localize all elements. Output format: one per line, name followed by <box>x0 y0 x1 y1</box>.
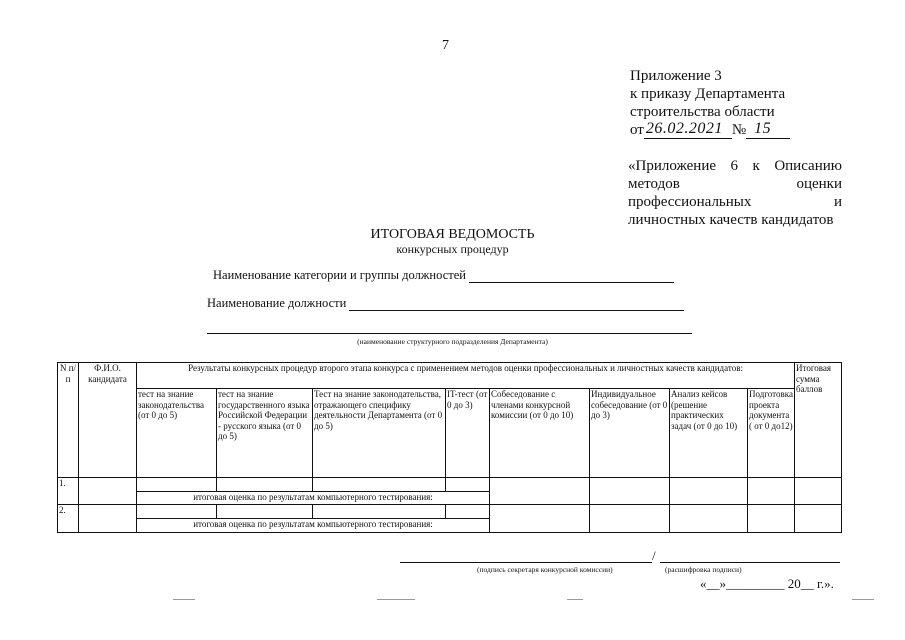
page-number: 7 <box>442 38 449 53</box>
score-cell[interactable] <box>490 505 590 533</box>
category-field <box>213 268 674 283</box>
from-prefix: от <box>630 122 644 138</box>
row-summary: итоговая оценка по результатам компьютерного тестирования: <box>137 492 490 505</box>
score-cell[interactable] <box>590 505 670 533</box>
score-cell[interactable] <box>748 505 795 533</box>
score-cell[interactable] <box>446 505 490 519</box>
position-input-line[interactable] <box>349 298 684 311</box>
word: 6 <box>730 158 739 174</box>
number-label: № <box>731 122 747 138</box>
word: методов <box>628 176 680 192</box>
decode-caption: (расшифровка подписи) <box>665 565 742 574</box>
score-cell[interactable] <box>313 505 446 519</box>
word: профессиональных <box>628 194 752 210</box>
word: и <box>833 194 842 210</box>
scan-mark <box>852 599 874 600</box>
score-cell[interactable] <box>217 478 313 492</box>
word: Описанию <box>774 158 842 174</box>
header-total: Итоговая сумма баллов <box>795 363 842 478</box>
appendix-date-line <box>630 121 845 139</box>
document-subtitle: конкурсных процедур <box>396 242 509 256</box>
quote-line-2 <box>628 175 842 193</box>
subheader-case-analysis: Анализ кейсов (решение практических задач (от 0 до 10) <box>670 389 748 478</box>
subheader-commission-interview: Собеседование с членами конкурсной комиссии (от 0 до 10) <box>490 389 590 478</box>
row-num: 2. <box>58 505 79 533</box>
table-row <box>58 505 842 519</box>
appendix-line-1: Приложение 3 <box>630 68 722 84</box>
score-cell[interactable] <box>446 478 490 492</box>
signature-caption: (подпись секретаря конкурсной комиссии) <box>477 565 613 574</box>
quote-block <box>628 157 842 229</box>
date-field <box>644 120 732 139</box>
footer-date-line: «__»_________ 20__ г.». <box>700 576 834 591</box>
score-cell[interactable] <box>590 478 670 505</box>
signature-line[interactable] <box>400 562 652 563</box>
quote-line-4: личностных качеств кандидатов <box>628 212 834 228</box>
row-fio-cell[interactable] <box>79 478 137 505</box>
handwritten-date: 26.02.2021 <box>645 120 723 137</box>
header-results: Результаты конкурсных процедур второго этапа конкурса с применением методов оценки профессиональных и личностных качеств кандидатов: <box>137 363 795 389</box>
appendix-header <box>630 67 845 139</box>
appendix-line-3: строительства области <box>630 104 775 120</box>
scan-mark <box>567 599 583 600</box>
subheader-law-test: тест на знание законодательства (от 0 до 5) <box>137 389 217 478</box>
quote-line-1 <box>628 157 842 175</box>
position-label: Наименование должности <box>207 296 347 310</box>
handwritten-number: 15 <box>754 120 772 137</box>
score-cell[interactable] <box>217 505 313 519</box>
score-cell[interactable] <box>313 478 446 492</box>
score-cell[interactable] <box>670 505 748 533</box>
word: «Приложение <box>628 158 717 174</box>
scan-mark <box>377 599 415 600</box>
number-field <box>746 120 790 139</box>
score-cell[interactable] <box>670 478 748 505</box>
header-fio: Ф.И.О. кандидата <box>79 363 137 478</box>
department-caption: (наименование структурного подразделения Департамента) <box>357 337 548 346</box>
quote-line-3 <box>628 193 842 211</box>
subheader-language-test: тест на знание государственного языка Российской Федерации - русского языка (от 0 до 5) <box>217 389 313 478</box>
subheader-it-test: IT-тест (от 0 до 3) <box>446 389 490 478</box>
total-cell[interactable] <box>795 505 842 533</box>
subheader-individual-interview: Индивидуальное собеседование (от 0 до 3) <box>590 389 670 478</box>
position-field <box>207 296 684 311</box>
scan-mark <box>173 599 195 600</box>
subheader-document-preparation: Подготовка проекта документа ( от 0 до12) <box>748 389 795 478</box>
score-cell[interactable] <box>748 478 795 505</box>
table-row <box>58 478 842 492</box>
score-cell[interactable] <box>490 478 590 505</box>
results-table <box>57 362 842 533</box>
row-fio-cell[interactable] <box>79 505 137 533</box>
category-input-line[interactable] <box>469 270 674 283</box>
document-title: ИТОГОВАЯ ВЕДОМОСТЬ <box>370 227 535 242</box>
score-cell[interactable] <box>137 505 217 519</box>
word: к <box>752 158 760 174</box>
total-cell[interactable] <box>795 478 842 505</box>
appendix-line-2: к приказу Департамента <box>630 86 786 102</box>
subheader-department-law-test: Тест на знание законодательства, отражающего специфику деятельности Департамента (от 0 до 5) <box>313 389 446 478</box>
row-summary: итоговая оценка по результатам компьютерного тестирования: <box>137 519 490 533</box>
word: оценки <box>796 176 842 192</box>
row-num: 1. <box>58 478 79 505</box>
department-input-line[interactable] <box>207 333 692 334</box>
decode-line[interactable] <box>660 562 840 563</box>
category-label: Наименование категории и группы должностей <box>213 268 466 282</box>
score-cell[interactable] <box>137 478 217 492</box>
header-num: N п/п <box>58 363 79 478</box>
signature-slash: / <box>652 548 656 563</box>
